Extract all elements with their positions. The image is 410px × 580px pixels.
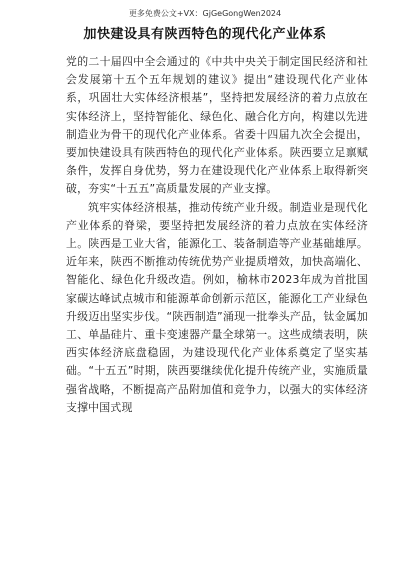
paragraph-2: 筑牢实体经济根基，推动传统产业升级。制造业是现代化产业体系的脊梁，要坚持把发展经济的着力点放在实体经济上。陕西是工业大省，能源化工、装备制造等产业基础雄厚。近年来，陕西不断推动传统优势产业提质增效，加快高端化、智能化、绿色化升级改造。例如，榆林市2023年成为首批国家碳达峰试点城市和能源革命创新示范区，能源化工产业绿色升级迈出坚实步伐。“陕西制造”涌现一批拳头产品，钛金属加工、单晶硅片、重卡变速器产量全球第一。这些成绩表明，陕西实体经济底盘稳固，为建设现代化产业体系奠定了坚实基础。“十五五”时期，陕西要继续优化提升传统产业，实施质量强省战略，不断提高产品附加值和竞争力，以强大的实体经济支撑中国式现 (66, 200, 368, 414)
header-note: 更多免费公文+VX：GjGeGongWen2024 (128, 9, 282, 18)
document-title: 加快建设具有陕西特色的现代化产业体系 (83, 27, 327, 42)
document-body (66, 53, 368, 417)
paragraph-1: 党的二十届四中全会通过的《中共中央关于制定国民经济和社会发展第十五个五年规划的建议》提出“建设现代化产业体系，巩固壮大实体经济根基”，坚持把发展经济的着力点放在实体经济上，坚持智能化、绿色化、融合化方向，构建以先进制造业为骨干的现代化产业体系。省委十四届九次全会提出，要加快建设具有陕西特色的现代化产业体系。陕西要立足禀赋条件，发挥自身优势，努力在建设现代化产业体系上取得新突破，夯实“十五五”高质量发展的产业支撑。 (66, 55, 368, 196)
